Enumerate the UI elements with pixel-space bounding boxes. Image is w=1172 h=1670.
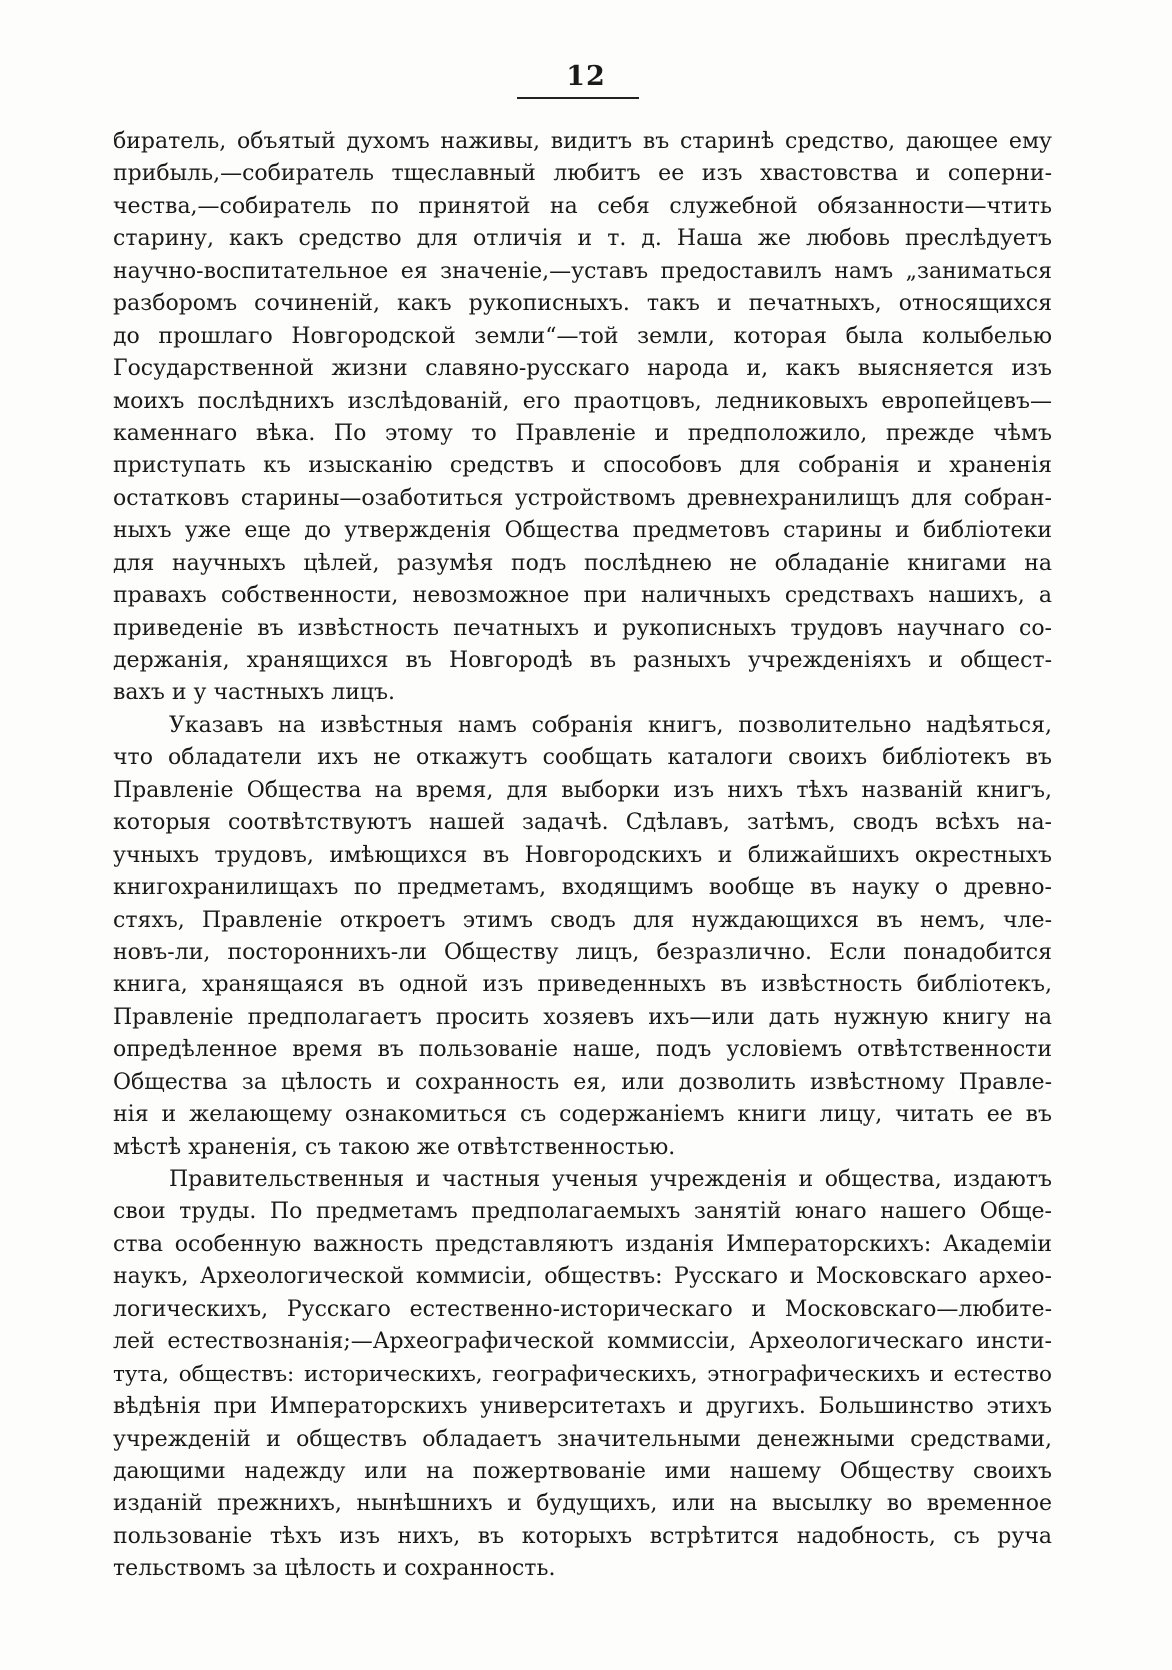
text-line: стяхъ, Правленіе откроетъ этимъ сводъ для нуждающихся въ немъ, чле- — [113, 907, 1052, 933]
text-line: Государственной жизни славяно-русскаго народа и, какъ выясняется изъ — [113, 356, 1052, 382]
paragraph — [113, 710, 1052, 1164]
text-line: для научныхъ цѣлей, разумѣя подъ послѣднею не обладаніе книгами на — [113, 550, 1052, 576]
text-line: прибыль,—собиратель тщеславный любитъ ее изъ хвастовства и соперни- — [113, 161, 1052, 187]
text-line: приведеніе въ извѣстность печатныхъ и рукописныхъ трудовъ научнаго со- — [113, 615, 1052, 641]
text-line: мѣстѣ храненія, съ такою же отвѣтственностью. — [113, 1134, 676, 1160]
text-line: тута, обществъ: историческихъ, географическихъ, этнографическихъ и естество — [113, 1361, 1052, 1387]
text-line: книгохранилищахъ по предметамъ, входящимъ вообще въ науку о древно- — [113, 875, 1052, 901]
text-line: держанія, хранящихся въ Новгородѣ въ разныхъ учрежденіяхъ и общест- — [113, 648, 1052, 673]
text-line: наукъ, Археологической коммисіи, обществъ: Русскаго и Московскаго археo- — [113, 1264, 1052, 1290]
text-line: каменнаго вѣка. По этому то Правленіе и предположило, прежде чѣмъ — [113, 420, 1052, 446]
body-text — [113, 126, 1052, 1586]
text-line: ныхъ уже еще до утвержденія Общества предметовъ старины и библіотеки — [113, 518, 1052, 544]
text-line: что обладатели ихъ не откажутъ сообщать каталоги своихъ библіотекъ въ — [113, 745, 1052, 771]
text-line: биратель, объятый духомъ наживы, видитъ въ старинѣ средство, дающее ему — [113, 129, 1052, 154]
text-line: учрежденій и обществъ обладаетъ значительными денежными средствами, — [113, 1426, 1052, 1452]
text-line: изданій прежнихъ, нынѣшнихъ и будущихъ, или на высылку во временное — [113, 1491, 1052, 1517]
text-line: тельствомъ за цѣлость и сохранность. — [113, 1556, 556, 1582]
text-line: логическихъ, Русскаго естественно-историческаго и Московскаго—любите- — [113, 1296, 1052, 1322]
text-line: учныхъ трудовъ, имѣющихся въ Новгородскихъ и ближайшихъ окрестныхъ — [113, 842, 1052, 868]
paragraph — [113, 126, 1052, 710]
text-line: Правленіе Общества на время, для выборки изъ нихъ тѣхъ названій книгъ, — [113, 777, 1052, 803]
text-line: правахъ собственности, невозможное при наличныхъ средствахъ нашихъ, а — [113, 583, 1052, 609]
text-line: остатковъ старины—озаботиться устройствомъ древнехранилищъ для собран- — [113, 485, 1052, 511]
text-line: пользованіе тѣхъ изъ нихъ, въ которыхъ встрѣтится надобность, съ руча — [113, 1523, 1052, 1549]
page-number: 12 — [566, 61, 606, 92]
text-line: опредѣленное время въ пользованіе наше, подъ условіемъ отвѣтственности — [113, 1037, 1052, 1063]
text-line: Правительственныя и частныя ученыя учрежденія и общества, издаютъ — [169, 1167, 1052, 1192]
text-line: лей естествознанія;—Археографической коммиссіи, Археологическаго инсти- — [113, 1329, 1052, 1355]
paragraph — [113, 1164, 1052, 1586]
text-line: нія и желающему ознакомиться съ содержаніемъ книги лицу, читать ее въ — [113, 1102, 1052, 1128]
text-line: разборомъ сочиненій, какъ рукописныхъ. такъ и печатныхъ, относящихся — [113, 291, 1052, 317]
text-line: Общества за цѣлость и сохранность ея, или дозволить извѣстному Правле- — [113, 1069, 1052, 1095]
text-line: ства особенную важность представляютъ изданія Императорскихъ: Академіи — [113, 1231, 1052, 1257]
text-line: вѣдѣнія при Императорскихъ университетахъ и другихъ. Большинство этихъ — [113, 1394, 1052, 1420]
page-number-underline — [517, 97, 639, 99]
text-line: до прошлаго Новгородской земли“—той земли, которая была колыбелью — [113, 323, 1052, 349]
text-line: Правленіе предполагаетъ просить хозяевъ ихъ—или дать нужную книгу на — [113, 1004, 1052, 1030]
text-line: которыя соотвѣтствуютъ нашей задачѣ. Сдѣлавъ, затѣмъ, сводъ всѣхъ на- — [113, 810, 1052, 836]
text-line: свои труды. По предметамъ предполагаемыхъ занятій юнаго нашего Обще- — [113, 1199, 1052, 1225]
text-line: приступать къ изысканію средствъ и способовъ для собранія и храненія — [113, 453, 1052, 479]
text-line: Указавъ на извѣстныя намъ собранія книгъ, позволительно надѣяться, — [169, 712, 1052, 738]
text-line: чества,—собиратель по принятой на себя служебной обязанности—чтить — [113, 193, 1052, 219]
text-line: книга, хранящаяся въ одной изъ приведенныхъ въ извѣстность библіотекъ, — [113, 972, 1052, 998]
text-line: научно-воспитательное ея значеніе,—уставъ предоставилъ намъ „заниматься — [113, 258, 1052, 284]
text-line: новъ-ли, постороннихъ-ли Обществу лицъ, безразлично. Если понадобится — [113, 939, 1052, 965]
text-line: моихъ послѣднихъ изслѣдованій, его праотцовъ, ледниковыхъ европейцевъ— — [113, 388, 1052, 414]
text-line: старину, какъ средство для отличія и т. д. Наша же любовь преслѣдуетъ — [113, 226, 1052, 252]
text-line: дающими надежду или на пожертвованіе ими нашему Обществу своихъ — [113, 1458, 1052, 1484]
text-line: вахъ и у частныхъ лицъ. — [113, 680, 395, 706]
